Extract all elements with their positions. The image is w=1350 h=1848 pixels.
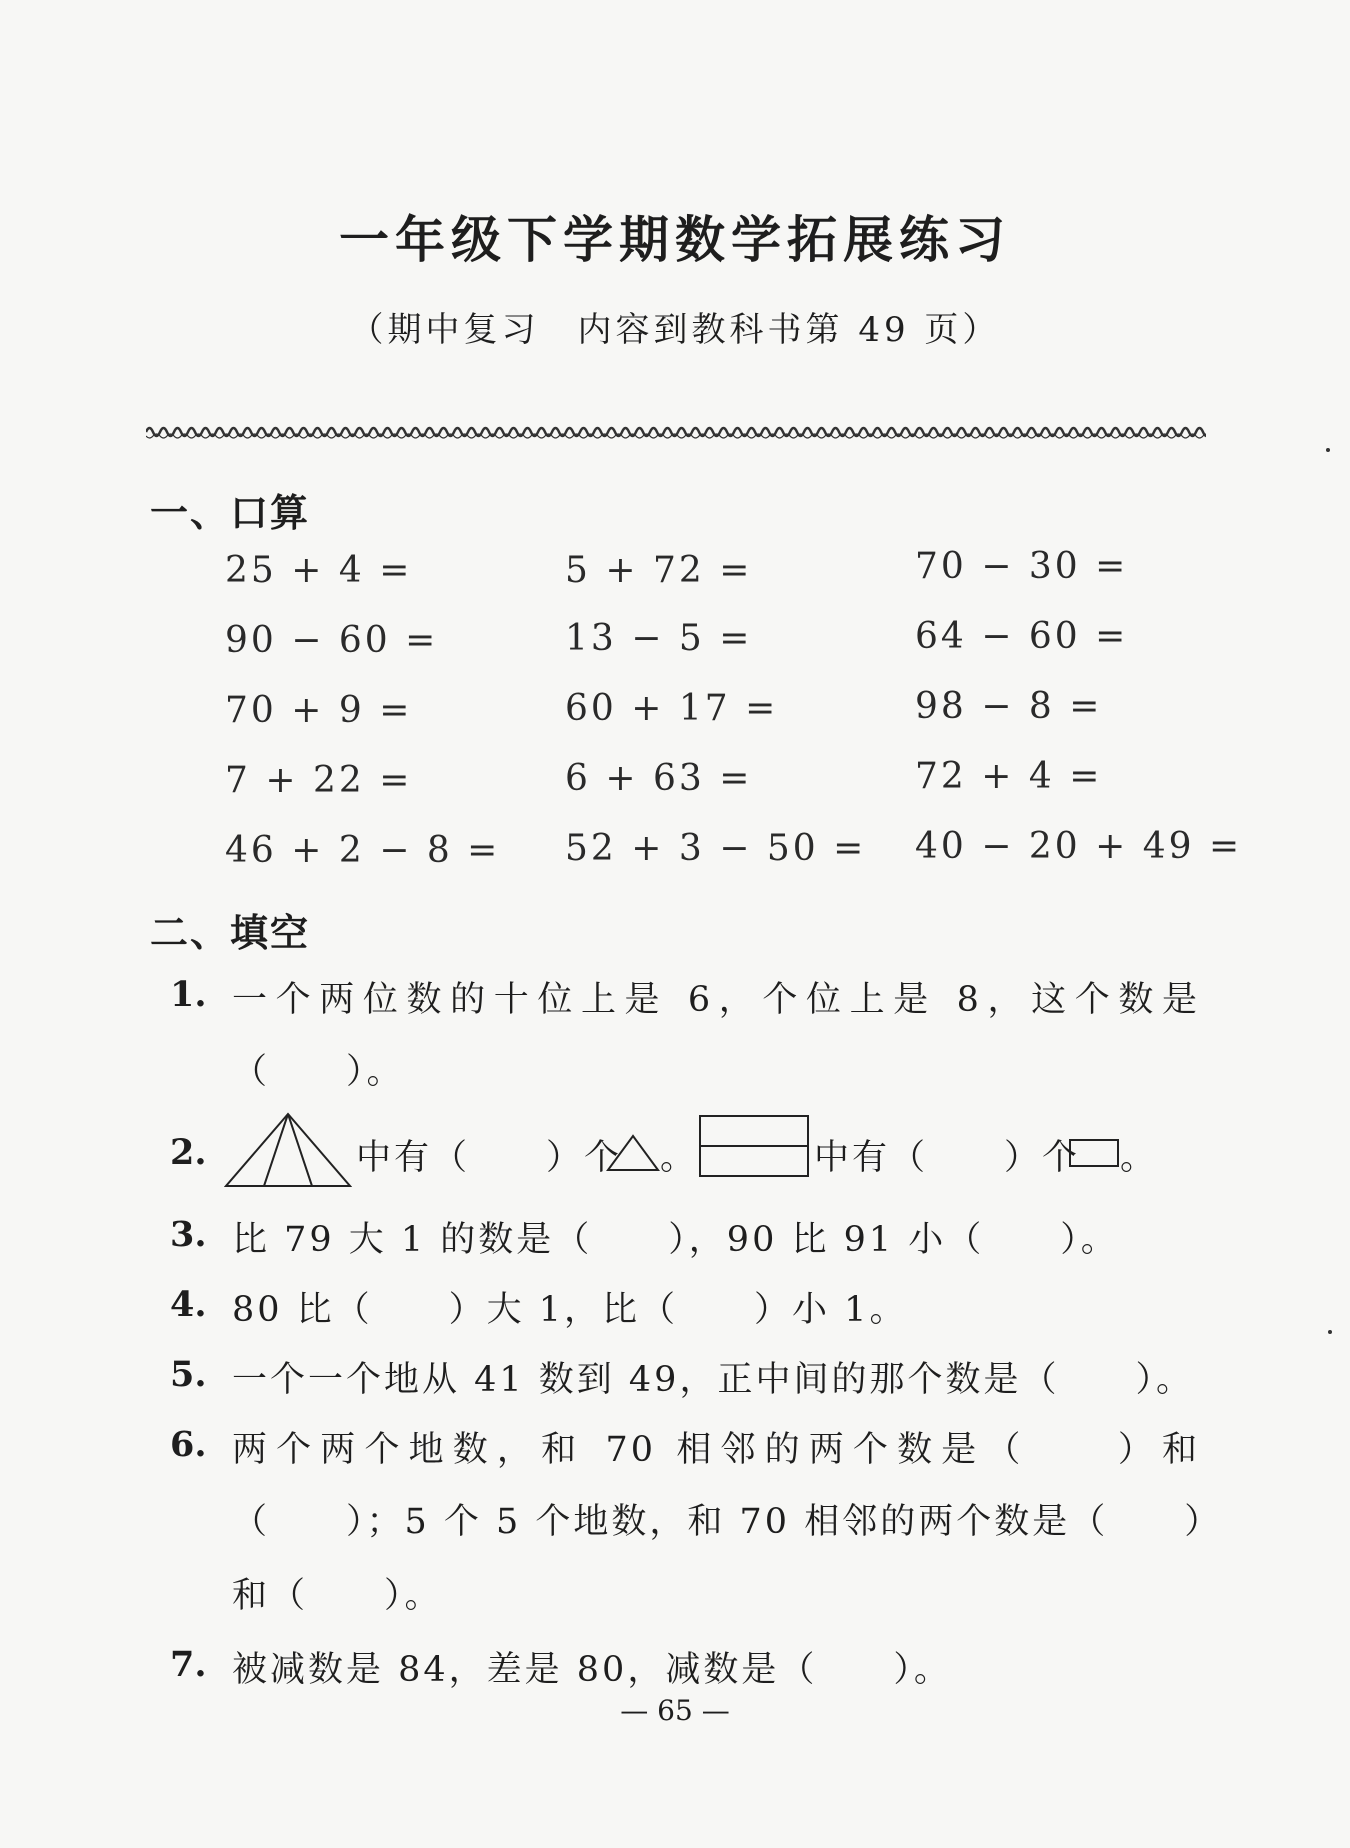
page-title: 一年级下学期数学拓展练习: [339, 210, 1011, 269]
calc-item: 25 + 4 =: [225, 550, 413, 591]
question-5-text: 一个一个地从 41 数到 49，正中间的那个数是（ ）。: [232, 1360, 1194, 1400]
calc-item: 7 + 22 =: [225, 760, 413, 801]
section-heading-fill-blank: 二、填空: [150, 911, 311, 955]
question-2-text-b: 。: [660, 1138, 699, 1178]
question-number: 2.: [170, 1132, 207, 1173]
triangle-icon: [606, 1134, 660, 1172]
question-1-line-1: 一个两位数的十位上是 6，个位上是 8，这个数是: [232, 980, 1200, 1020]
question-number: 4.: [170, 1284, 207, 1325]
calc-item: 13 − 5 =: [565, 618, 753, 659]
question-6-line-3: 和（ ）。: [232, 1576, 443, 1616]
split-triangle-figure: [224, 1112, 352, 1188]
rectangle-icon: [1068, 1138, 1120, 1168]
calc-item: 72 + 4 =: [915, 756, 1103, 797]
calc-item: 52 + 3 − 50 =: [565, 828, 867, 869]
question-6-line-1: 两个两个地数，和 70 相邻的两个数是（ ）和: [232, 1430, 1200, 1470]
page-subtitle: （期中复习 内容到教科书第 49 页）: [349, 310, 1001, 350]
wavy-divider: [146, 420, 1206, 444]
question-6-line-2: （ ）；5 个 5 个地数，和 70 相邻的两个数是（ ）: [232, 1502, 1223, 1542]
section-heading-oral-calc: 一、口算: [150, 491, 311, 535]
question-number: 5.: [170, 1354, 207, 1395]
scan-speck: [1328, 1330, 1332, 1334]
question-number: 1.: [170, 974, 207, 1015]
question-number: 7.: [170, 1644, 207, 1685]
page-number: — 65 —: [620, 1694, 730, 1727]
calc-item: 6 + 63 =: [565, 758, 753, 799]
calc-item: 64 − 60 =: [915, 616, 1129, 657]
question-3-text: 比 79 大 1 的数是（ ），90 比 91 小（ ）。: [232, 1220, 1119, 1260]
question-4-text: 80 比（ ）大 1，比（ ）小 1。: [232, 1290, 908, 1330]
calc-item: 40 − 20 + 49 =: [915, 826, 1243, 867]
question-number: 3.: [170, 1214, 207, 1255]
question-7-text: 被减数是 84，差是 80，减数是（ ）。: [232, 1650, 952, 1690]
question-2-text-d: 。: [1120, 1138, 1159, 1178]
calc-item: 90 − 60 =: [225, 620, 439, 661]
calc-item: 46 + 2 − 8 =: [225, 830, 501, 871]
calc-item: 60 + 17 =: [565, 688, 779, 729]
question-1-line-2: （ ）。: [232, 1052, 405, 1092]
calc-item: 70 + 9 =: [225, 690, 413, 731]
question-2-text-c: 中有（ ）个: [814, 1138, 1081, 1178]
split-rectangle-figure: [698, 1114, 810, 1178]
calc-item: 70 − 30 =: [915, 546, 1129, 587]
calc-item: 98 − 8 =: [915, 686, 1103, 727]
scan-speck: [1326, 448, 1330, 452]
question-number: 6.: [170, 1424, 207, 1465]
question-2-text-a: 中有（ ）个: [356, 1138, 623, 1178]
calc-item: 5 + 72 =: [565, 550, 753, 591]
